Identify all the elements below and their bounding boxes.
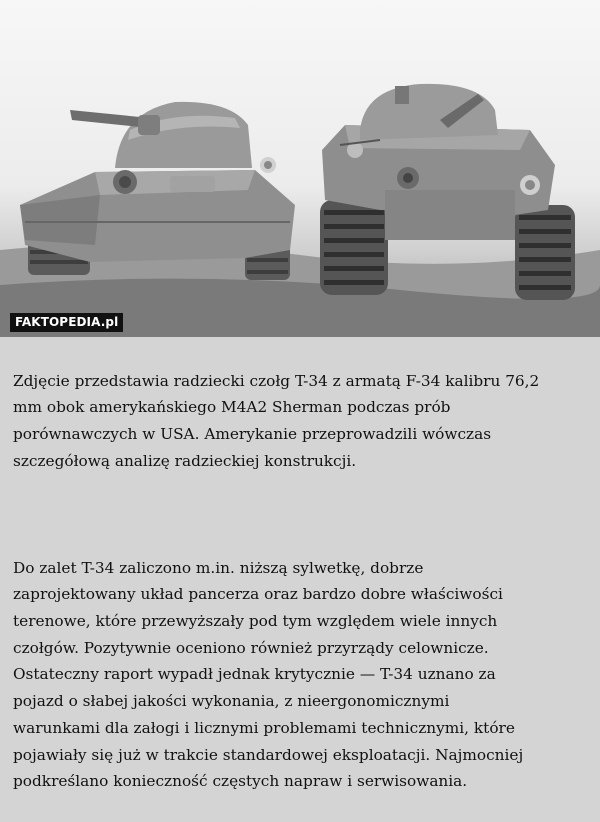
caption-text: [0, 337, 600, 822]
tanks-photo: [0, 0, 600, 337]
tanks-illustration: [0, 0, 600, 337]
t34-tank: [20, 102, 295, 280]
faktopedia-watermark: FAKTOPEDIA.pl: [10, 313, 123, 332]
caption-paragraph-1: Zdjęcie przedstawia radziecki czołg T-34 z armatą F-34 kalibru 76,2 mm obok amerykańskiego M4A2 Sherman podczas prób porównawczych w USA. Amerykanie przeprowadzili wówczas szczegółową analizę radzieckiej konstrukcji.: [13, 371, 540, 470]
paragraph-spacer: [13, 501, 590, 528]
caption-paragraph-2: Do zalet T-34 zaliczono m.in. niższą sylwetkę, dobrze zaprojektowany układ pancerza oraz bardzo dobre właściwości terenowe, które przewyższały pod tym względem wiele innych czołgów. Pozytywnie oceniono również przyrządy celownicze. Ostateczny raport wypadł jednak krytycznie — T-34 uznano za pojazd o słabej jakości wykonania, z nieergonomicznymi warunkami dla załogi i licznymi problemami technicznymi, które pojawiały się już w trakcie standardowej eksploatacji. Najmocniej podkreślano konieczność częstych napraw i serwisowania.: [13, 558, 524, 791]
